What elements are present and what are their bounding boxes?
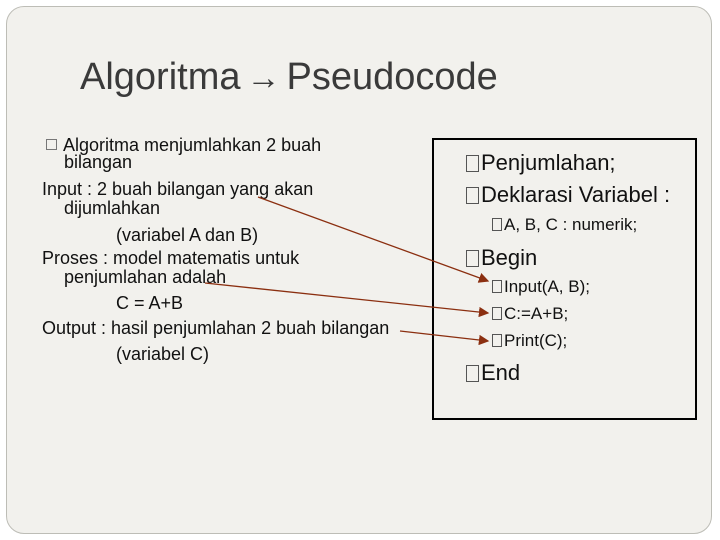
pseudocode-line-7: Print(C); [492, 331, 567, 351]
algorithm-line-3: Input : 2 buah bilangan yang akan [42, 179, 314, 199]
pseudocode-line-8: End [466, 360, 520, 386]
algorithm-line-7: penjumlahan adalah [64, 267, 227, 287]
pseudocode-line-2: Deklarasi Variabel : [466, 182, 670, 208]
pseudocode-line-1: Penjumlahan; [466, 150, 616, 176]
arrow-input-to-declaration [258, 197, 488, 281]
pseudocode-line-3: A, B, C : numerik; [492, 215, 637, 235]
algorithm-line-1: Algoritma menjumlahkan 2 buah [46, 134, 321, 156]
arrow-process-to-assignment [205, 283, 488, 313]
algorithm-line-5: (variabel A dan B) [116, 225, 259, 245]
algorithm-line-4: dijumlahkan [64, 198, 161, 218]
title-pseudocode: Pseudocode [286, 56, 498, 98]
algorithm-line-9: Output : hasil penjumlahan 2 buah bilangan [42, 318, 390, 338]
pseudocode-line-5: Input(A, B); [492, 277, 590, 297]
algorithm-line-6: Proses : model matematis untuk [42, 248, 300, 268]
algorithm-line-2: bilangan [64, 152, 133, 172]
pseudocode-line-4: Begin [466, 245, 537, 271]
algorithm-line-8: C = A+B [116, 293, 184, 313]
pseudocode-line-6: C:=A+B; [492, 304, 568, 324]
arrow-icon: → [246, 59, 281, 97]
algorithm-line-10: (variabel C) [116, 344, 210, 364]
title-algorithm: Algoritma [80, 56, 241, 98]
arrow-output-to-print [400, 331, 488, 341]
